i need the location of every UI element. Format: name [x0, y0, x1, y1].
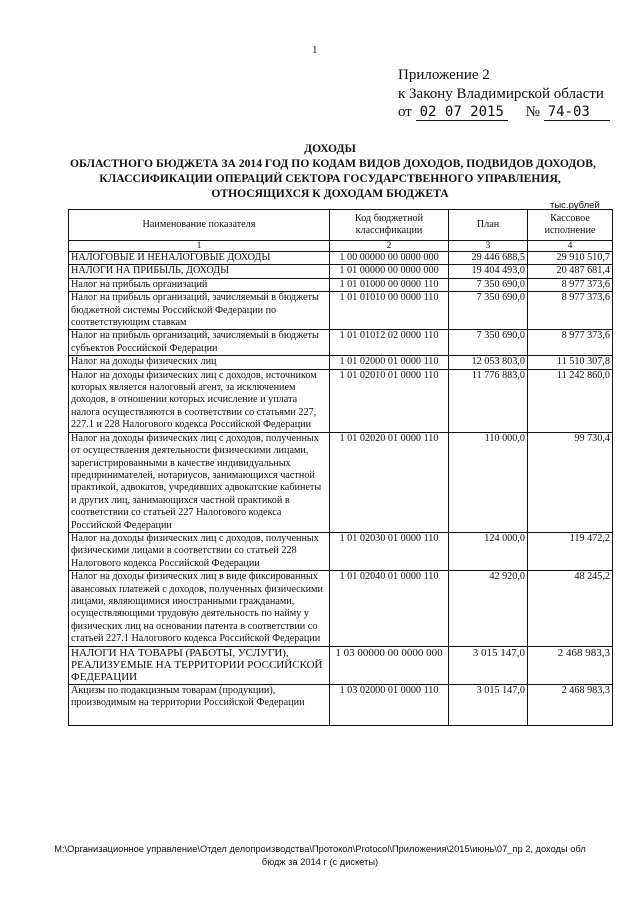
- row-fact: 99 730,4: [528, 432, 613, 532]
- row-plan: 19 404 493,0: [449, 265, 528, 278]
- row-plan: 7 350 690,0: [449, 292, 528, 330]
- header-plan: План: [449, 210, 528, 241]
- table-row: [69, 646, 613, 684]
- row-code: 1 01 01000 00 0000 110: [330, 278, 449, 291]
- row-name: Налог на доходы физических лиц: [69, 356, 330, 369]
- row-plan: 124 000,0: [449, 532, 528, 570]
- appendix-date-prefix: от: [398, 104, 412, 120]
- row-name: Акцизы по подакцизным товарам (продукции), производимым на территории Российской Федерации: [69, 684, 330, 725]
- row-code: 1 03 02000 01 0000 110: [330, 684, 449, 725]
- row-name: Налог на прибыль организаций: [69, 278, 330, 291]
- row-plan: 29 446 688,5: [449, 252, 528, 265]
- row-plan: 7 350 690,0: [449, 278, 528, 291]
- row-fact: 11 510 307,8: [528, 356, 613, 369]
- title-line-2: ОБЛАСТНОГО БЮДЖЕТА ЗА 2014 ГОД ПО КОДАМ ВИДОВ ДОХОДОВ, ПОДВИДОВ ДОХОДОВ,: [70, 157, 596, 170]
- table-row: [69, 265, 613, 278]
- appendix-law: к Закону Владимирской области: [398, 86, 604, 102]
- footer-line-2: бюдж за 2014 г (с дискеты): [261, 857, 379, 867]
- row-name: Налог на доходы физических лиц в виде фиксированных авансовых платежей с доходов, полученных физическими лицами, являющимися иностранными гражданами, осуществляющими трудовую деятельность по найму у физических лиц на основании патента в соответствии со статьей 227.1 Налогового кодекса Российской Федерации: [69, 571, 330, 646]
- index-cell: 4: [528, 241, 613, 252]
- row-plan: 110 000,0: [449, 432, 528, 532]
- title-line-4: ОТНОСЯЩИХСЯ К ДОХОДАМ БЮДЖЕТА: [211, 187, 449, 200]
- appendix-date: 02 07 2015: [416, 104, 508, 121]
- row-fact: 11 242 860,0: [528, 369, 613, 432]
- table-row: [69, 292, 613, 330]
- appendix-number-label: №: [525, 104, 540, 120]
- row-plan: 7 350 690,0: [449, 330, 528, 356]
- unit-label: тыс.рублей: [550, 200, 600, 211]
- table-index-row: [69, 241, 613, 252]
- row-code: 1 01 00000 00 0000 000: [330, 265, 449, 278]
- table-row: [69, 571, 613, 646]
- row-fact: 20 487 681,4: [528, 265, 613, 278]
- header-code: Код бюджетной классификации: [330, 210, 449, 241]
- header-name: Наименование показателя: [69, 210, 330, 241]
- row-code: 1 01 01010 00 0000 110: [330, 292, 449, 330]
- page-number: 1: [312, 44, 318, 56]
- appendix-number: 74-03: [544, 104, 610, 121]
- file-path-footer: [30, 843, 610, 869]
- table-row: [69, 684, 613, 725]
- row-fact: 8 977 373,6: [528, 330, 613, 356]
- row-name: НАЛОГИ НА ТОВАРЫ (РАБОТЫ, УСЛУГИ), РЕАЛИЗУЕМЫЕ НА ТЕРРИТОРИИ РОССИЙСКОЙ ФЕДЕРАЦИИ: [69, 646, 330, 684]
- row-plan: 42 920,0: [449, 571, 528, 646]
- appendix-title: Приложение 2: [398, 67, 490, 83]
- row-fact: 29 910 510,7: [528, 252, 613, 265]
- table-row: [69, 532, 613, 570]
- index-cell: 2: [330, 241, 449, 252]
- revenue-table: [68, 209, 613, 726]
- row-code: 1 01 02040 01 0000 110: [330, 571, 449, 646]
- row-name: Налог на доходы физических лиц с доходов, полученных от осуществления деятельности физическими лицами, зарегистрированными в качестве индивидуальных предпринимателей, нотариусов, занимающихся частной практикой, адвокатов, учредивших адвокатские кабинеты и других лиц, занимающихся частной практикой в соответствии со статьей 227 Налогового кодекса Российской Федерации: [69, 432, 330, 532]
- table-header-row: [69, 210, 613, 241]
- row-name: Налог на доходы физических лиц с доходов, источником которых является налоговый агент, за исключением доходов, в отношении которых исчисление и уплата налога осуществляются в соответствии со статьями 227, 227.1 и 228 Налогового кодекса Российской Федерации: [69, 369, 330, 432]
- row-code: 1 01 02020 01 0000 110: [330, 432, 449, 532]
- row-plan: 3 015 147,0: [449, 646, 528, 684]
- title-line-3: КЛАССИФИКАЦИИ ОПЕРАЦИЙ СЕКТОРА ГОСУДАРСТВЕННОГО УПРАВЛЕНИЯ,: [99, 172, 561, 185]
- row-name: Налог на прибыль организаций, зачисляемый в бюджеты бюджетной системы Российской Федерации по соответствующим ставкам: [69, 292, 330, 330]
- row-name: Налог на доходы физических лиц с доходов, полученных физическими лицами в соответствии со статьей 228 Налогового кодекса Российской Федерации: [69, 532, 330, 570]
- row-name: НАЛОГИ НА ПРИБЫЛЬ, ДОХОДЫ: [69, 265, 330, 278]
- table-row: [69, 252, 613, 265]
- row-fact: 2 468 983,3: [528, 646, 613, 684]
- index-cell: 1: [69, 241, 330, 252]
- row-name: НАЛОГОВЫЕ И НЕНАЛОГОВЫЕ ДОХОДЫ: [69, 252, 330, 265]
- row-plan: 12 053 803,0: [449, 356, 528, 369]
- table-row: [69, 278, 613, 291]
- table-row: [69, 356, 613, 369]
- document-title: [70, 141, 596, 201]
- row-plan: 3 015 147,0: [449, 684, 528, 725]
- row-code: 1 03 00000 00 0000 000: [330, 646, 449, 684]
- row-fact: 2 468 983,3: [528, 684, 613, 725]
- row-code: 1 01 01012 02 0000 110: [330, 330, 449, 356]
- header-fact: Кассовое исполнение: [528, 210, 613, 241]
- row-fact: 8 977 373,6: [528, 292, 613, 330]
- row-fact: 119 472,2: [528, 532, 613, 570]
- row-code: 1 00 00000 00 0000 000: [330, 252, 449, 265]
- row-code: 1 01 02030 01 0000 110: [330, 532, 449, 570]
- table-row: [69, 330, 613, 356]
- row-fact: 8 977 373,6: [528, 278, 613, 291]
- row-code: 1 01 02010 01 0000 110: [330, 369, 449, 432]
- table-row: [69, 369, 613, 432]
- appendix-date-line: [398, 104, 610, 121]
- index-cell: 3: [449, 241, 528, 252]
- title-line-1: ДОХОДЫ: [304, 142, 356, 155]
- row-plan: 11 776 883,0: [449, 369, 528, 432]
- table-row: [69, 432, 613, 532]
- row-code: 1 01 02000 01 0000 110: [330, 356, 449, 369]
- row-fact: 48 245,2: [528, 571, 613, 646]
- row-name: Налог на прибыль организаций, зачисляемый в бюджеты субъектов Российской Федерации: [69, 330, 330, 356]
- footer-line-1: М:\Организационное управление\Отдел делопроизводства\Протокол\Protocol\Приложения\2015\июнь\07_пр 2, доходы обл: [54, 844, 586, 854]
